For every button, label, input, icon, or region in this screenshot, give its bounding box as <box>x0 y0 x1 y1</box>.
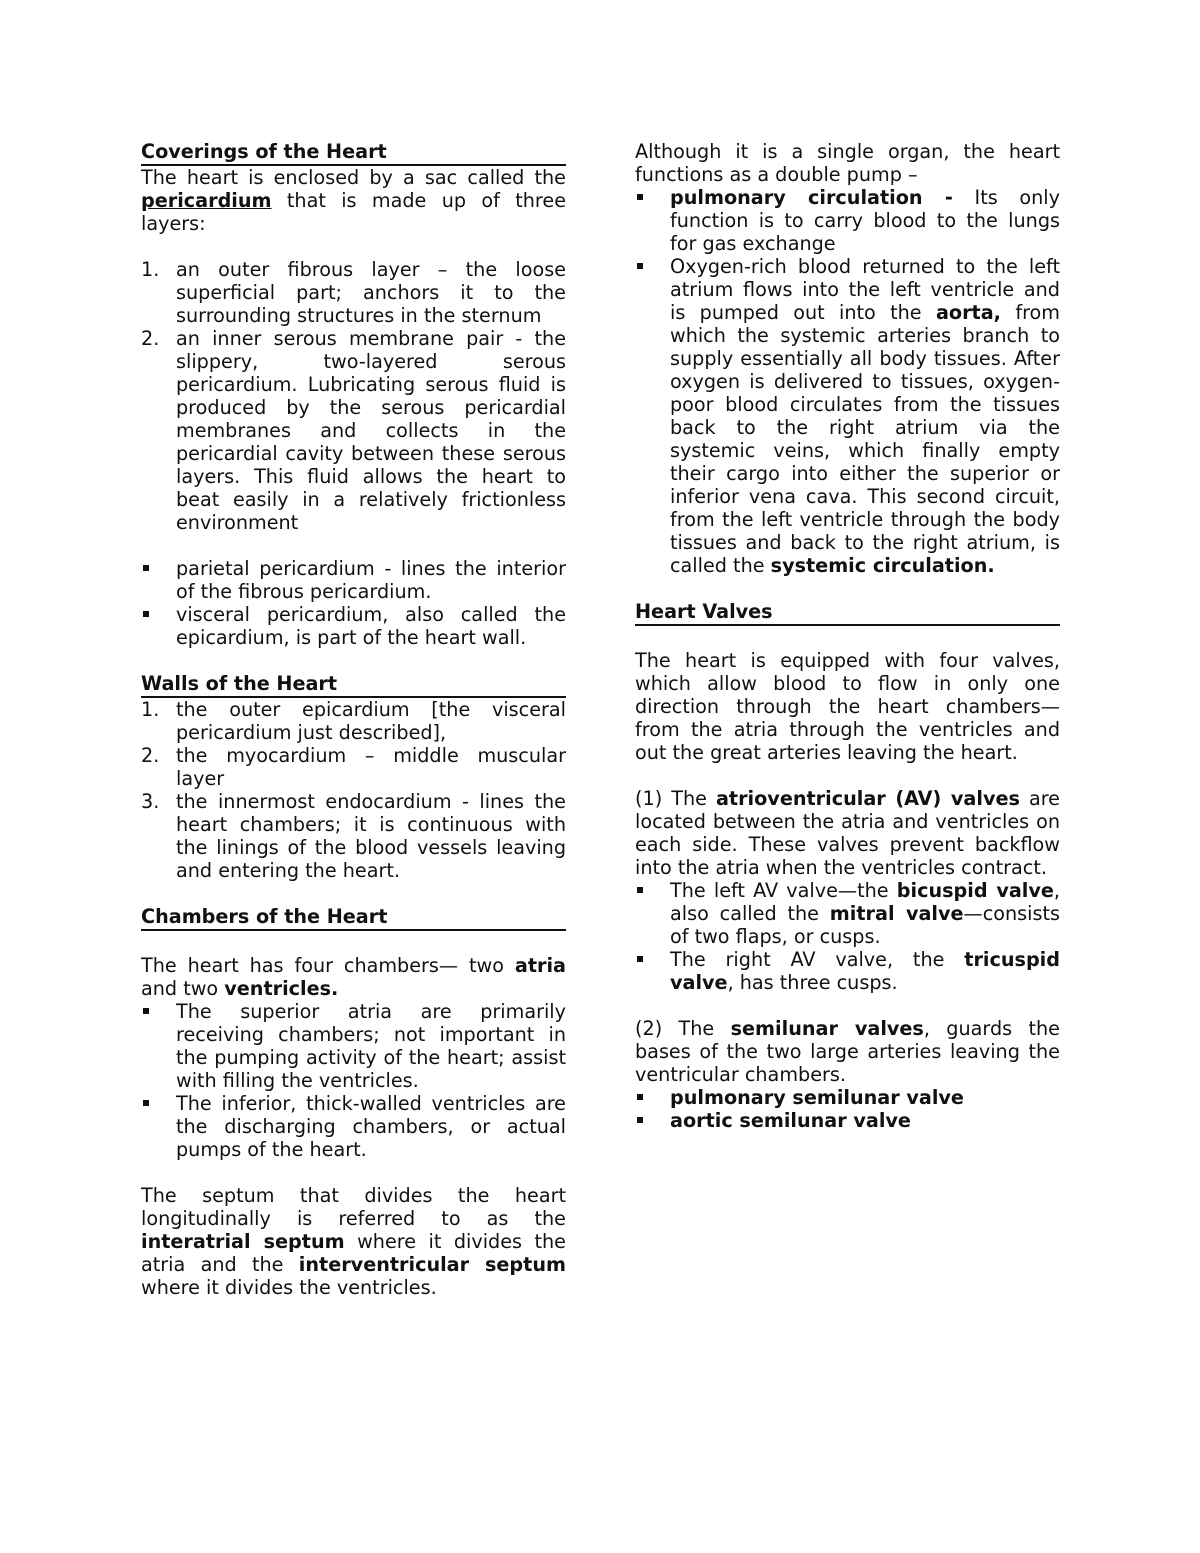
valves-intro: The heart is equipped with four valves, which allow blood to flow in only one direction through the heart chambers—from the atria through the ventricles and out the great arteries leaving the heart. <box>635 649 1060 764</box>
list-item: 2. an inner serous membrane pair - the slippery, two-layered serous pericardium. Lubricating serous fluid is produced by the serous pericardial membranes and collects in the pericardial cavity between these serous layers. This fluid allows the heart to beat easily in a relatively frictionless environment <box>141 327 566 534</box>
bullet-square-icon <box>143 611 149 617</box>
walls-list <box>141 698 566 882</box>
bullet-square-icon <box>637 956 643 962</box>
section-heading-coverings: Coverings of the Heart <box>141 140 566 166</box>
chambers-intro: The heart has four chambers— two atria and two ventricles. <box>141 954 566 1000</box>
list-item: The left AV valve—the bicuspid valve, also called the mitral valve—consists of two flaps, or cusps. <box>635 879 1060 948</box>
left-column <box>141 140 566 1299</box>
av-valves-paragraph: (1) The atrioventricular (AV) valves are located between the atria and ventricles on each side. These valves prevent backflow into the atria when the ventricles contract. <box>635 787 1060 879</box>
bullet-square-icon <box>637 194 643 200</box>
bullet-square-icon <box>143 1008 149 1014</box>
chambers-bullet-list <box>141 1000 566 1161</box>
list-item: The superior atria are primarily receiving chambers; not important in the pumping activity of the heart; assist with filling the ventricles. <box>141 1000 566 1092</box>
list-item: aortic semilunar valve <box>635 1109 1060 1132</box>
av-valves-bullet-list <box>635 879 1060 994</box>
list-item: The inferior, thick-walled ventricles are the discharging chambers, or actual pumps of the heart. <box>141 1092 566 1161</box>
coverings-layer-list <box>141 258 566 534</box>
list-item: pulmonary semilunar valve <box>635 1086 1060 1109</box>
list-item: 2. the myocardium – middle muscular layer <box>141 744 566 790</box>
list-item: 1. an outer fibrous layer – the loose superficial part; anchors it to the surrounding structures in the sternum <box>141 258 566 327</box>
bullet-square-icon <box>637 1094 643 1100</box>
right-column <box>635 140 1060 1132</box>
bullet-square-icon <box>637 887 643 893</box>
list-item: parietal pericardium - lines the interior of the fibrous pericardium. <box>141 557 566 603</box>
bullet-square-icon <box>637 1117 643 1123</box>
bullet-square-icon <box>143 1100 149 1106</box>
section-heading-walls: Walls of the Heart <box>141 672 566 698</box>
semilunar-valves-paragraph: (2) The semilunar valves, guards the bases of the two large arteries leaving the ventricular chambers. <box>635 1017 1060 1086</box>
coverings-intro: The heart is enclosed by a sac called the pericardium that is made up of three layers: <box>141 166 566 235</box>
bullet-square-icon <box>143 565 149 571</box>
term-pericardium: pericardium <box>141 189 272 212</box>
list-item: visceral pericardium, also called the epicardium, is part of the heart wall. <box>141 603 566 649</box>
semilunar-valves-list <box>635 1086 1060 1132</box>
section-heading-valves: Heart Valves <box>635 600 1060 626</box>
septum-paragraph: The septum that divides the heart longitudinally is referred to as the interatrial septum where it divides the atria and the interventricular septum where it divides the ventricles. <box>141 1184 566 1299</box>
section-heading-chambers: Chambers of the Heart <box>141 905 566 931</box>
bullet-square-icon <box>637 263 643 269</box>
circulation-bullet-list <box>635 186 1060 577</box>
list-item: pulmonary circulation - Its only function is to carry blood to the lungs for gas exchange <box>635 186 1060 255</box>
pericardium-bullet-list <box>141 557 566 649</box>
list-item: The right AV valve, the tricuspid valve, has three cusps. <box>635 948 1060 994</box>
double-pump-intro: Although it is a single organ, the heart functions as a double pump – <box>635 140 1060 186</box>
list-item: 3. the innermost endocardium - lines the heart chambers; it is continuous with the linings of the blood vessels leaving and entering the heart. <box>141 790 566 882</box>
list-item: Oxygen-rich blood returned to the left atrium flows into the left ventricle and is pumped out into the aorta, from which the systemic arteries branch to supply essentially all body tissues. After oxygen is delivered to tissues, oxygen-poor blood circulates from the tissues back to the right atrium via the systemic veins, which finally empty their cargo into either the superior or inferior vena cava. This second circuit, from the left ventricle through the body tissues and back to the right atrium, is called the systemic circulation. <box>635 255 1060 577</box>
list-item: 1. the outer epicardium [the visceral pericardium just described], <box>141 698 566 744</box>
